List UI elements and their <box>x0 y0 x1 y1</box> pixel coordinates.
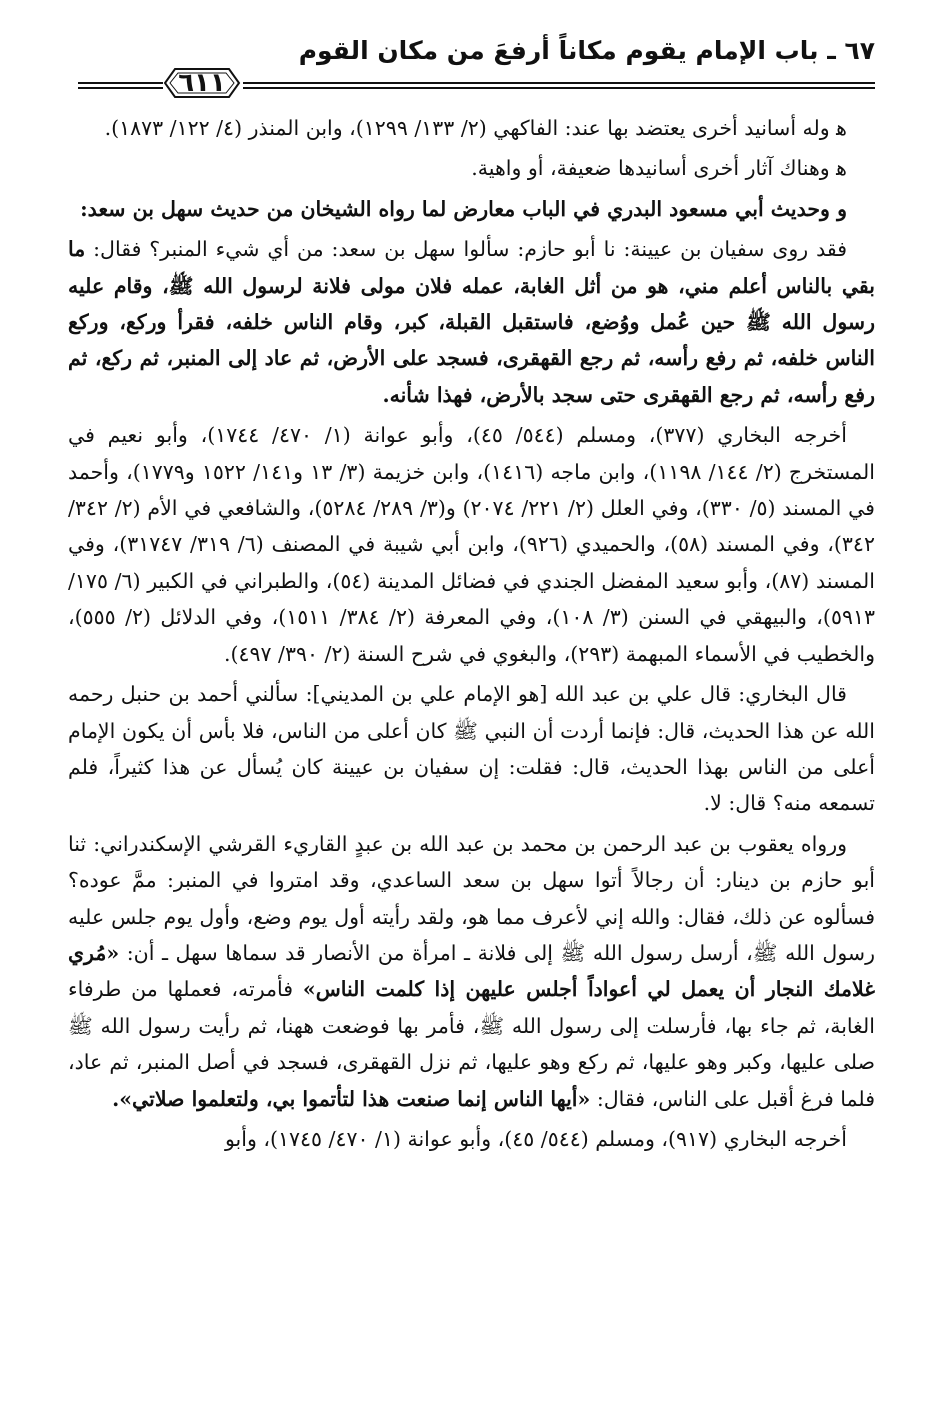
paragraph-takhrij-2: أخرجه البخاري (٩١٧)، ومسلم (٥٤٤/ ٤٥)، وأبو عوانة (١/ ٤٧٠/ ١٧٤٥)، وأبو <box>224 1126 847 1151</box>
hadith-quote-follow-me: «أيها الناس إنما صنعت هذا لتأتموا بي، ولتعلموا صلاتي». <box>112 1086 591 1111</box>
chapter-title: ٦٧ ـ باب الإمام يقوم مكاناً أرفعَ من مكان القوم <box>298 36 875 65</box>
page-number: ٦١١ <box>178 68 226 98</box>
paragraph-contradiction-heading: ﻭ وحديث أبي مسعود البدري في الباب معارض لما رواه الشيخان من حديث سهل بن سعد: <box>80 196 847 221</box>
paragraph-sufyan-narration <box>68 231 875 413</box>
page-body <box>68 110 875 1161</box>
paragraph-weak-narrations: ﻫ وهناك آثار أخرى أسانيدها ضعيفة، أو واهية. <box>471 156 847 181</box>
page-header <box>68 28 875 98</box>
narration-yaqub-intro: ورواه يعقوب بن عبد الرحمن بن محمد بن عبد الله بن عبدٍ القاريء القرشي الإسكندراني: ثنا أبو حازم بن دينار: أن رجالاً أتوا سهل بن سعد الساعدي، وقد امتروا في المنبر: ممَّ عوده؟ فسألوه عن ذلك، فقال: والله إني لأعرف مما هو، ولقد رأيته أول يوم وضع، وأول يوم جلس عليه رسول الله ﷺ، أرسل رسول الله ﷺ إلى فلانة ـ امرأة من الأنصار قد سماها سهل ـ أن: <box>68 831 875 965</box>
page-number-ornament <box>163 66 241 100</box>
narration-intro: فقد روى سفيان بن عيينة: نا أبو حازم: سألوا سهل بن سعد: من أي شيء المنبر؟ فقال: <box>85 237 847 262</box>
paragraph-other-chains: ﻫ وله أسانيد أخرى يعتضد بها عند: الفاكهي (٢/ ١٣٣/ ١٢٩٩)، وابن المنذر (٤/ ١٢٢/ ١٨٧٣). <box>104 116 847 140</box>
paragraph-bukhari-comment: قال البخاري: قال علي بن عبد الله [هو الإمام علي بن المديني]: سألني أحمد بن حنبل رحمه الله عن هذا الحديث، قال: فإنما أردت أن النبي ﷺ كان أعلى من الناس، فلا بأس أن يكون الإمام أعلى من الناس بهذا الحديث، قال: فقلت: إن سفيان بن عيينة كان يُسأل عن هذا كثيراً، فلم تسمعه منه؟ قال: لا. <box>68 682 875 816</box>
header-rule-left <box>78 82 163 89</box>
paragraph-takhrij-1: أخرجه البخاري (٣٧٧)، ومسلم (٥٤٤/ ٤٥)، وأبو عوانة (١/ ٤٧٠/ ١٧٤٤)، وأبو نعيم في المستخرج (٢/ ١٤٤/ ١١٩٨)، وابن ماجه (١٤١٦)، وابن خزيمة (٣/ ١٣ و١٤١/ ١٥٢٢ و١٧٧٩)، وأحمد في المسند (٥/ ٣٣٠)، وفي العلل (٢/ ٢٢١/ ٢٠٧٤) و(٣/ ٢٨٩/ ٥٢٨٤)، والشافعي في الأم (٢/ ٣٤٢/ ٣٤٢)، وفي المسند (٥٨)، والحميدي (٩٢٦)، وابن أبي شيبة في المصنف (٦/ ٣١٩/ ٣١٧٤٧)، وفي المسند (٨٧)، وأبو سعيد المفضل الجندي في فضائل المدينة (٥٤)، والطبراني في الكبير (٦/ ١٧٥/ ٥٩١٣)، والبيهقي في السنن (٣/ ١٠٨)، وفي المعرفة (٢/ ٣٨٤/ ١٥١١)، وفي الدلائل (٢/ ٥٥٥)، والخطيب في الأسماء المبهمة (٢٩٣)، والبغوي في شرح السنة (٢/ ٣٩٠/ ٤٩٧). <box>68 423 875 666</box>
header-rule-right <box>243 82 875 89</box>
narration-yaqub-middle: فأمرته، فعملها من طرفاء الغابة، ثم جاء بها، فأرسلت إلى رسول الله ﷺ، فأمر بها فوضعت ههنا، ثم رأيت رسول الله ﷺ صلى عليها، وكبر وهو عليها، ثم ركع وهو عليها، ثم نزل القهقرى، فسجد في أصل المنبر، ثم عاد، فلما فرغ أقبل على الناس، فقال: <box>68 977 875 1111</box>
hadith-text-minbar: ما بقي بالناس أعلم مني، هو من أثل الغابة، عمله فلان مولى فلانة لرسول الله ﷺ، وقام عليه رسول الله ﷺ حين عُمل ووُضع، فاستقبل القبلة، كبر، وقام الناس خلفه، فقرأ وركع، وركع الناس خلفه، ثم رفع رأسه، ثم رجع القهقرى، فسجد على الأرض، ثم عاد إلى المنبر، ثم ركع، ثم رفع رأسه، ثم رجع القهقرى حتى سجد بالأرض، فهذا شأنه. <box>68 237 875 407</box>
paragraph-yaqub-narration <box>68 826 875 1117</box>
hadith-quote-carpenter: «مُري غلامك النجار أن يعمل لي أعواداً أجلس عليهن إذا كلمت الناس» <box>68 940 875 1002</box>
